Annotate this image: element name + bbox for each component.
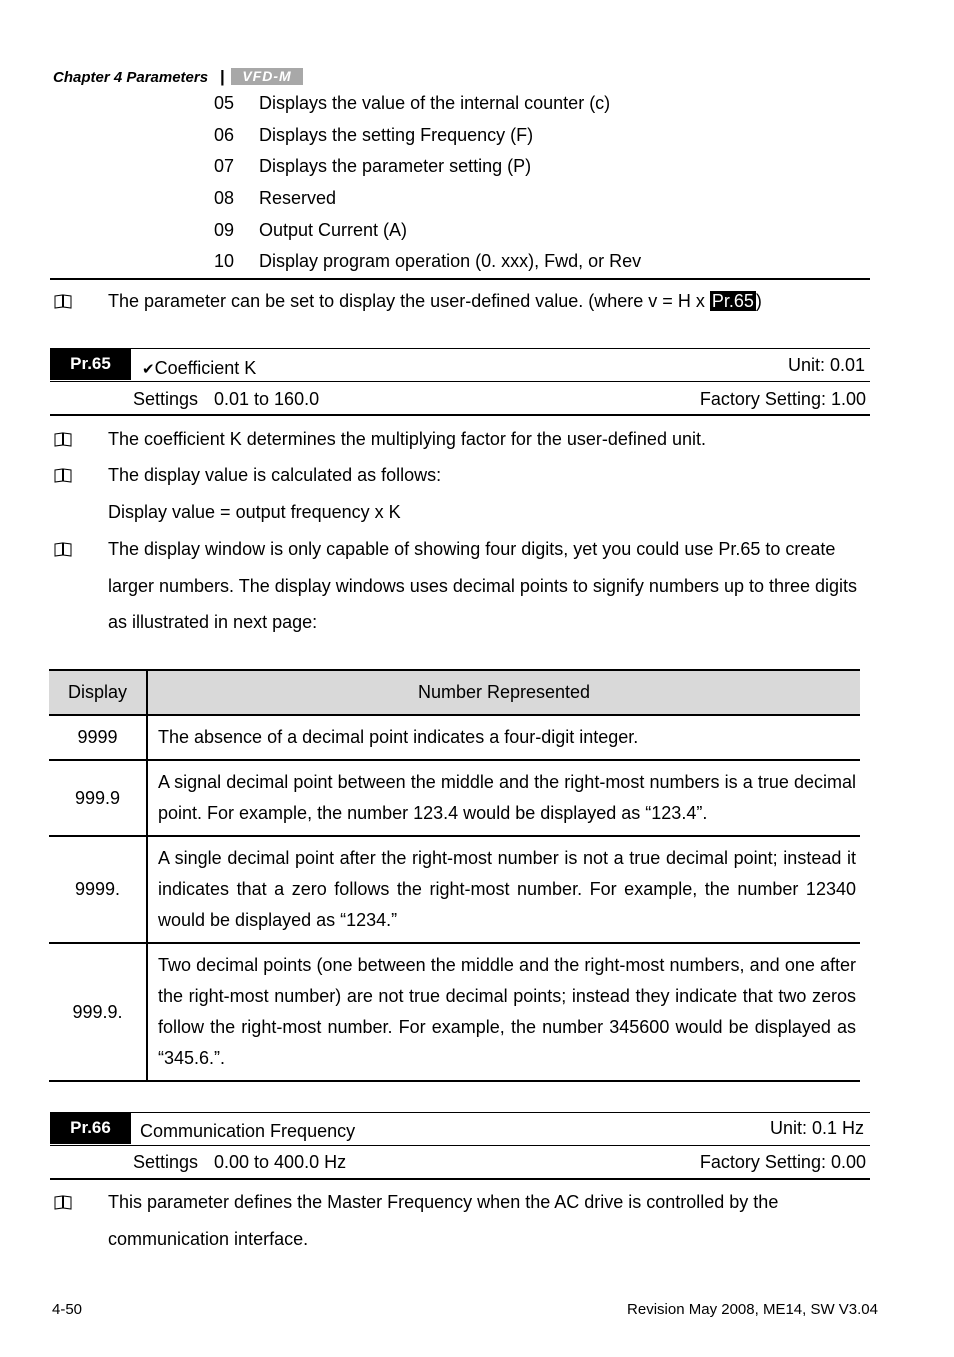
pr65-unit: Unit: 0.01 bbox=[788, 355, 866, 375]
option-code: 10 bbox=[214, 251, 235, 271]
pr65-note-3-line-1: The display window is only capable of showing four digits, yet you could use Pr.65 to create bbox=[108, 539, 836, 559]
table-row bbox=[49, 760, 860, 836]
table-cell-display: 9999 bbox=[49, 715, 147, 760]
option-code: 07 bbox=[214, 156, 235, 176]
note-close: ) bbox=[755, 291, 762, 311]
option-text: Displays the parameter setting (P) bbox=[259, 156, 532, 176]
table-cell-display: 999.9. bbox=[49, 943, 147, 1081]
table-row bbox=[49, 836, 860, 943]
table-header-display: Display bbox=[49, 670, 147, 715]
pr65-settings-label: Settings bbox=[133, 389, 199, 409]
pr65-name: Coefficient K bbox=[154, 358, 257, 378]
book-icon bbox=[54, 1195, 72, 1210]
option-item bbox=[0, 220, 954, 244]
pr65-note-3-line-3: as illustrated in next page: bbox=[108, 612, 318, 632]
option-text: Displays the value of the internal counter (c) bbox=[259, 93, 611, 113]
pr66-bottom-rule bbox=[50, 1178, 870, 1180]
pr66-factory-setting: Factory Setting: 0.00 bbox=[699, 1152, 866, 1172]
option-code: 06 bbox=[214, 125, 235, 145]
header-separator: | bbox=[220, 67, 225, 86]
page-number: 4-50 bbox=[52, 1301, 83, 1318]
divider bbox=[50, 278, 870, 280]
pr65-settings-range: 0.01 to 160.0 bbox=[214, 389, 320, 409]
pr66-note-line-2: communication interface. bbox=[108, 1229, 309, 1249]
table-header-row bbox=[49, 670, 860, 715]
pr65-mid-rule bbox=[50, 381, 870, 382]
table-cell-desc: The absence of a decimal point indicates a four-digit integer. bbox=[147, 715, 860, 760]
table-row bbox=[49, 943, 860, 1081]
pr65-formula: Display value = output frequency x K bbox=[108, 502, 401, 522]
pr66-settings-range: 0.00 to 400.0 Hz bbox=[214, 1152, 347, 1172]
table-cell-desc: A single decimal point after the right-most number is not a true decimal point; instead it indicates that a zero follows the right-most number. For example, the number 12340 would be displayed as “1234.” bbox=[147, 836, 860, 943]
option-code: 08 bbox=[214, 188, 235, 208]
pr66-tab: Pr.66 bbox=[50, 1112, 131, 1144]
pr66-name: Communication Frequency bbox=[140, 1121, 356, 1141]
pr65-bottom-rule bbox=[50, 414, 870, 416]
table-cell-display: 999.9 bbox=[49, 760, 147, 836]
pr65-note-1: The coefficient K determines the multiplying factor for the user-defined unit. bbox=[108, 429, 706, 449]
table-cell-display: 9999. bbox=[49, 836, 147, 943]
note-user-defined bbox=[108, 291, 762, 312]
table-cell-desc: A signal decimal point between the middle and the right-most numbers is a true decimal point. For example, the number 123.4 would be displayed as “123.4”. bbox=[147, 760, 860, 836]
option-code: 05 bbox=[214, 93, 235, 113]
option-item bbox=[0, 188, 954, 212]
pr65-tab: Pr.65 bbox=[50, 348, 131, 380]
option-text: Display program operation (0. xxx), Fwd, or Rev bbox=[259, 251, 642, 271]
pr65-top-rule bbox=[131, 348, 870, 349]
option-item bbox=[0, 251, 954, 275]
option-text: Displays the setting Frequency (F) bbox=[259, 125, 534, 145]
pr66-settings-label: Settings bbox=[133, 1152, 199, 1172]
book-icon bbox=[54, 294, 72, 309]
table-cell-desc: Two decimal points (one between the middle and the right-most numbers, and one after the right-most number) are not true decimal points; instead they indicate that two zeros follow the right-most number. For example, the number 345600 would be displayed as “345.6.”. bbox=[147, 943, 860, 1081]
pr65-title bbox=[142, 358, 256, 379]
option-code: 09 bbox=[214, 220, 235, 240]
pr65-reference: Pr.65 bbox=[711, 291, 754, 311]
pr66-note-line-1: This parameter defines the Master Frequency when the AC drive is controlled by the bbox=[108, 1192, 779, 1212]
option-text: Output Current (A) bbox=[259, 220, 408, 240]
book-icon bbox=[54, 468, 72, 483]
note-text: The parameter can be set to display the user-defined value. (where v = H x bbox=[108, 291, 710, 311]
chapter-title: Chapter 4 Parameters bbox=[53, 69, 209, 86]
option-item bbox=[0, 93, 954, 117]
table-row bbox=[49, 715, 860, 760]
option-text: Reserved bbox=[259, 188, 337, 208]
pr65-note-3-line-2: larger numbers. The display windows uses decimal points to signify numbers up to three digits bbox=[108, 576, 858, 596]
pencil-icon: ✔ bbox=[142, 361, 155, 378]
pr65-factory-setting: Factory Setting: 1.00 bbox=[699, 389, 866, 409]
pr66-unit: Unit: 0.1 Hz bbox=[770, 1118, 865, 1138]
pr65-note-2: The display value is calculated as follows: bbox=[108, 465, 442, 485]
vfd-m-logo: VFD-M bbox=[231, 68, 303, 85]
book-icon bbox=[54, 542, 72, 557]
pr66-top-rule bbox=[131, 1112, 870, 1113]
book-icon bbox=[54, 432, 72, 447]
pr66-mid-rule bbox=[50, 1145, 870, 1146]
option-item bbox=[0, 156, 954, 180]
revision-info: Revision May 2008, ME14, SW V3.04 bbox=[627, 1301, 878, 1318]
table-header-number: Number Represented bbox=[147, 670, 860, 715]
option-item bbox=[0, 125, 954, 149]
display-table bbox=[49, 669, 860, 1082]
